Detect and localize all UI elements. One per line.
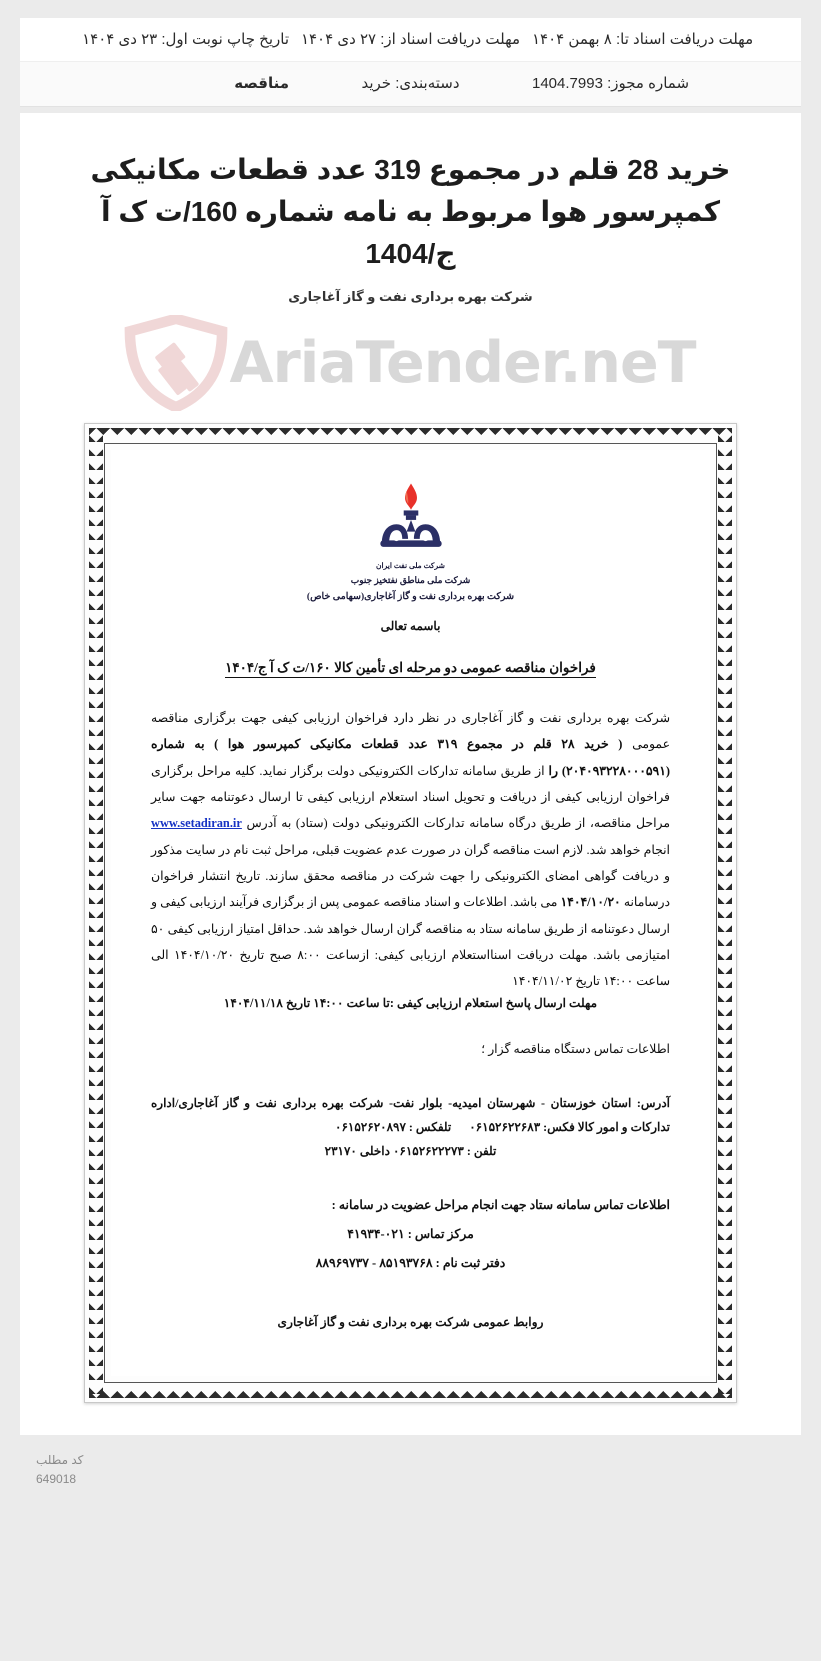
org-line-nioc: شرکت ملی نفت ایران xyxy=(376,561,445,570)
body-publish-date: ۱۴۰۴/۱۰/۲۰ xyxy=(560,895,621,910)
setadiran-link[interactable]: www.setadiran.ir xyxy=(151,816,242,831)
meta-row-info xyxy=(20,61,801,106)
basmala-text: باسمه تعالی xyxy=(380,619,441,634)
meta-category: دسته‌بندی: خرید xyxy=(361,75,460,92)
document-sheet xyxy=(111,450,710,1376)
org-line-nisoc: شرکت ملی مناطق نفتخیز جنوب xyxy=(350,574,471,585)
meta-permit-number: شماره مجوز: 1404.7993 xyxy=(532,75,690,92)
organization-names xyxy=(151,560,670,605)
shield-gavel-icon xyxy=(122,315,230,411)
meta-print-date: تاریخ چاپ نوبت اول: ۲۳ دی ۱۴۰۴ xyxy=(82,31,289,48)
meta-type-badge: مناقصه xyxy=(234,75,289,92)
footer-code-label: کد مطلب xyxy=(36,1453,84,1468)
contact-section-title: اطلاعات تماس دستگاه مناقصه گزار ؛ xyxy=(481,1042,670,1057)
address-block xyxy=(151,1091,670,1163)
nioc-logo-icon xyxy=(374,482,448,552)
body-seg-3: انجام خواهد شد. لازم است مناقصه گران در صورت عدم عضویت قبلی، مراحل ثبت نام در سایت مذکور و دریافت گواهی امضای الکترونیکی را جهت شرکت در مناقصه محقق سازند. تاریخ انتشار فراخوان درسامانه xyxy=(151,842,670,910)
document-heading-text: فراخوان مناقصه عمومی دو مرحله ای تأمین کالا ۱۶۰/ت ک آ ج/۱۴۰۴ xyxy=(225,660,596,678)
watermark-text: AriaTender.neT xyxy=(229,329,696,396)
tender-meta-card xyxy=(20,18,801,107)
body-tender-subject: ( خرید ۲۸ قلم در مجموع ۳۱۹ عدد قطعات مکانیکی کمپرسور هوا ) xyxy=(214,737,623,752)
setad-contact-title: اطلاعات تماس سامانه ستاد جهت انجام مراحل عضویت در سامانه : xyxy=(331,1198,670,1213)
scanned-document xyxy=(84,423,737,1403)
org-line-aghajari: شرکت بهره برداری نفت و گاز آغاجاری(سهامی خاص) xyxy=(306,592,515,603)
page-title: خرید 28 قلم در مجموع 319 عدد قطعات مکانیکی کمپرسور هوا مربوط به نامه شماره 160/ت ک آ ج/1404 xyxy=(90,154,731,269)
tender-main-card xyxy=(20,113,801,1435)
document-body-paragraph xyxy=(151,705,670,994)
body-tender-number: به شماره (۲۰۴۰۹۳۲۲۸۰۰۰۵۹۱) را xyxy=(151,737,670,778)
response-deadline-line: مهلت ارسال پاسخ استعلام ارزیابی کیفی :تا ساعت ۱۴:۰۰ تاریخ ۱۴۰۴/۱۱/۱۸ xyxy=(223,996,598,1011)
meta-deadline-from: مهلت دریافت اسناد از: ۲۷ دی ۱۴۰۴ xyxy=(300,31,521,48)
document-heading xyxy=(151,660,670,679)
nioc-logo-block xyxy=(151,482,670,557)
body-seg-1: شرکت بهره برداری نفت و گاز آغاجاری در نظر دارد فراخوان ارزیابی کیفی جهت برگزاری مناقصه عمومی xyxy=(151,711,670,752)
organization-subtitle: شرکت بهره برداری نفت و گاز آغاجاری xyxy=(288,289,533,304)
address-line-2: تلفن : ۰۶۱۵۲۶۲۲۲۷۳ داخلی ۲۳۱۷۰ xyxy=(324,1144,497,1159)
body-seg-2: از طریق سامانه تدارکات الکترونیکی دولت برگزار نماید. کلیه مراحل برگزاری فراخوان ارزیابی کیفی از دریافت و تحویل اسناد استعلام ارزیابی کیفی تا ارسال دعوتنامه جهت سایر مراحل مناقصه، از طریق درگاه سامانه تدارکات الکترونیکی دولت (ستاد) به آدرس xyxy=(151,763,670,831)
setad-registration-office: دفتر ثبت نام : ۸۵۱۹۳۷۶۸ - ۸۸۹۶۹۷۳۷ xyxy=(315,1256,506,1271)
address-line-1 xyxy=(151,1091,670,1139)
setad-contact-block xyxy=(151,1197,670,1271)
meta-row-dates xyxy=(20,18,801,61)
body-seg-4: می باشد. اطلاعات و اسناد مناقصه عمومی پس از برگزاری فرآیند ارزیابی کیفی و ارسال دعوتنامه از طریق سامانه ستاد به مناقصه گران ارسال خواهد شد. حداقل امتیاز ارزیابی کیفی ۵۰ امتیازمی باشد. مهلت دریافت اسنااستعلام ارزیابی کیفی: ازساعت ۸:۰۰ صبح تاریخ ۱۴۰۴/۱۰/۲۰ الی ساعت ۱۴:۰۰ تاریخ ۱۴۰۴/۱۱/۰۲ xyxy=(151,895,670,989)
telefax-text: تلفکس : ۰۶۱۵۲۶۲۰۸۹۷ xyxy=(335,1120,452,1135)
watermark xyxy=(54,311,767,415)
setad-call-center: مرکز تماس : ۰۲۱-۴۱۹۳۴ xyxy=(347,1227,474,1242)
footer-code-value: 649018 xyxy=(36,1472,77,1487)
footer-article-code xyxy=(30,1441,791,1496)
address-text: آدرس: استان خوزستان - شهرستان امیدیه- بلوار نفت- شرکت بهره برداری نفت و گاز آغاجاری/اداره تدارکات و امور کالا فکس: ۰۶۱۵۲۶۲۲۶۸۳ xyxy=(151,1096,670,1135)
document-signoff: روابط عمومی شرکت بهره برداری نفت و گاز آغاجاری xyxy=(277,1315,544,1330)
meta-deadline-to: مهلت دریافت اسناد تا: ۸ بهمن ۱۴۰۴ xyxy=(532,31,754,48)
